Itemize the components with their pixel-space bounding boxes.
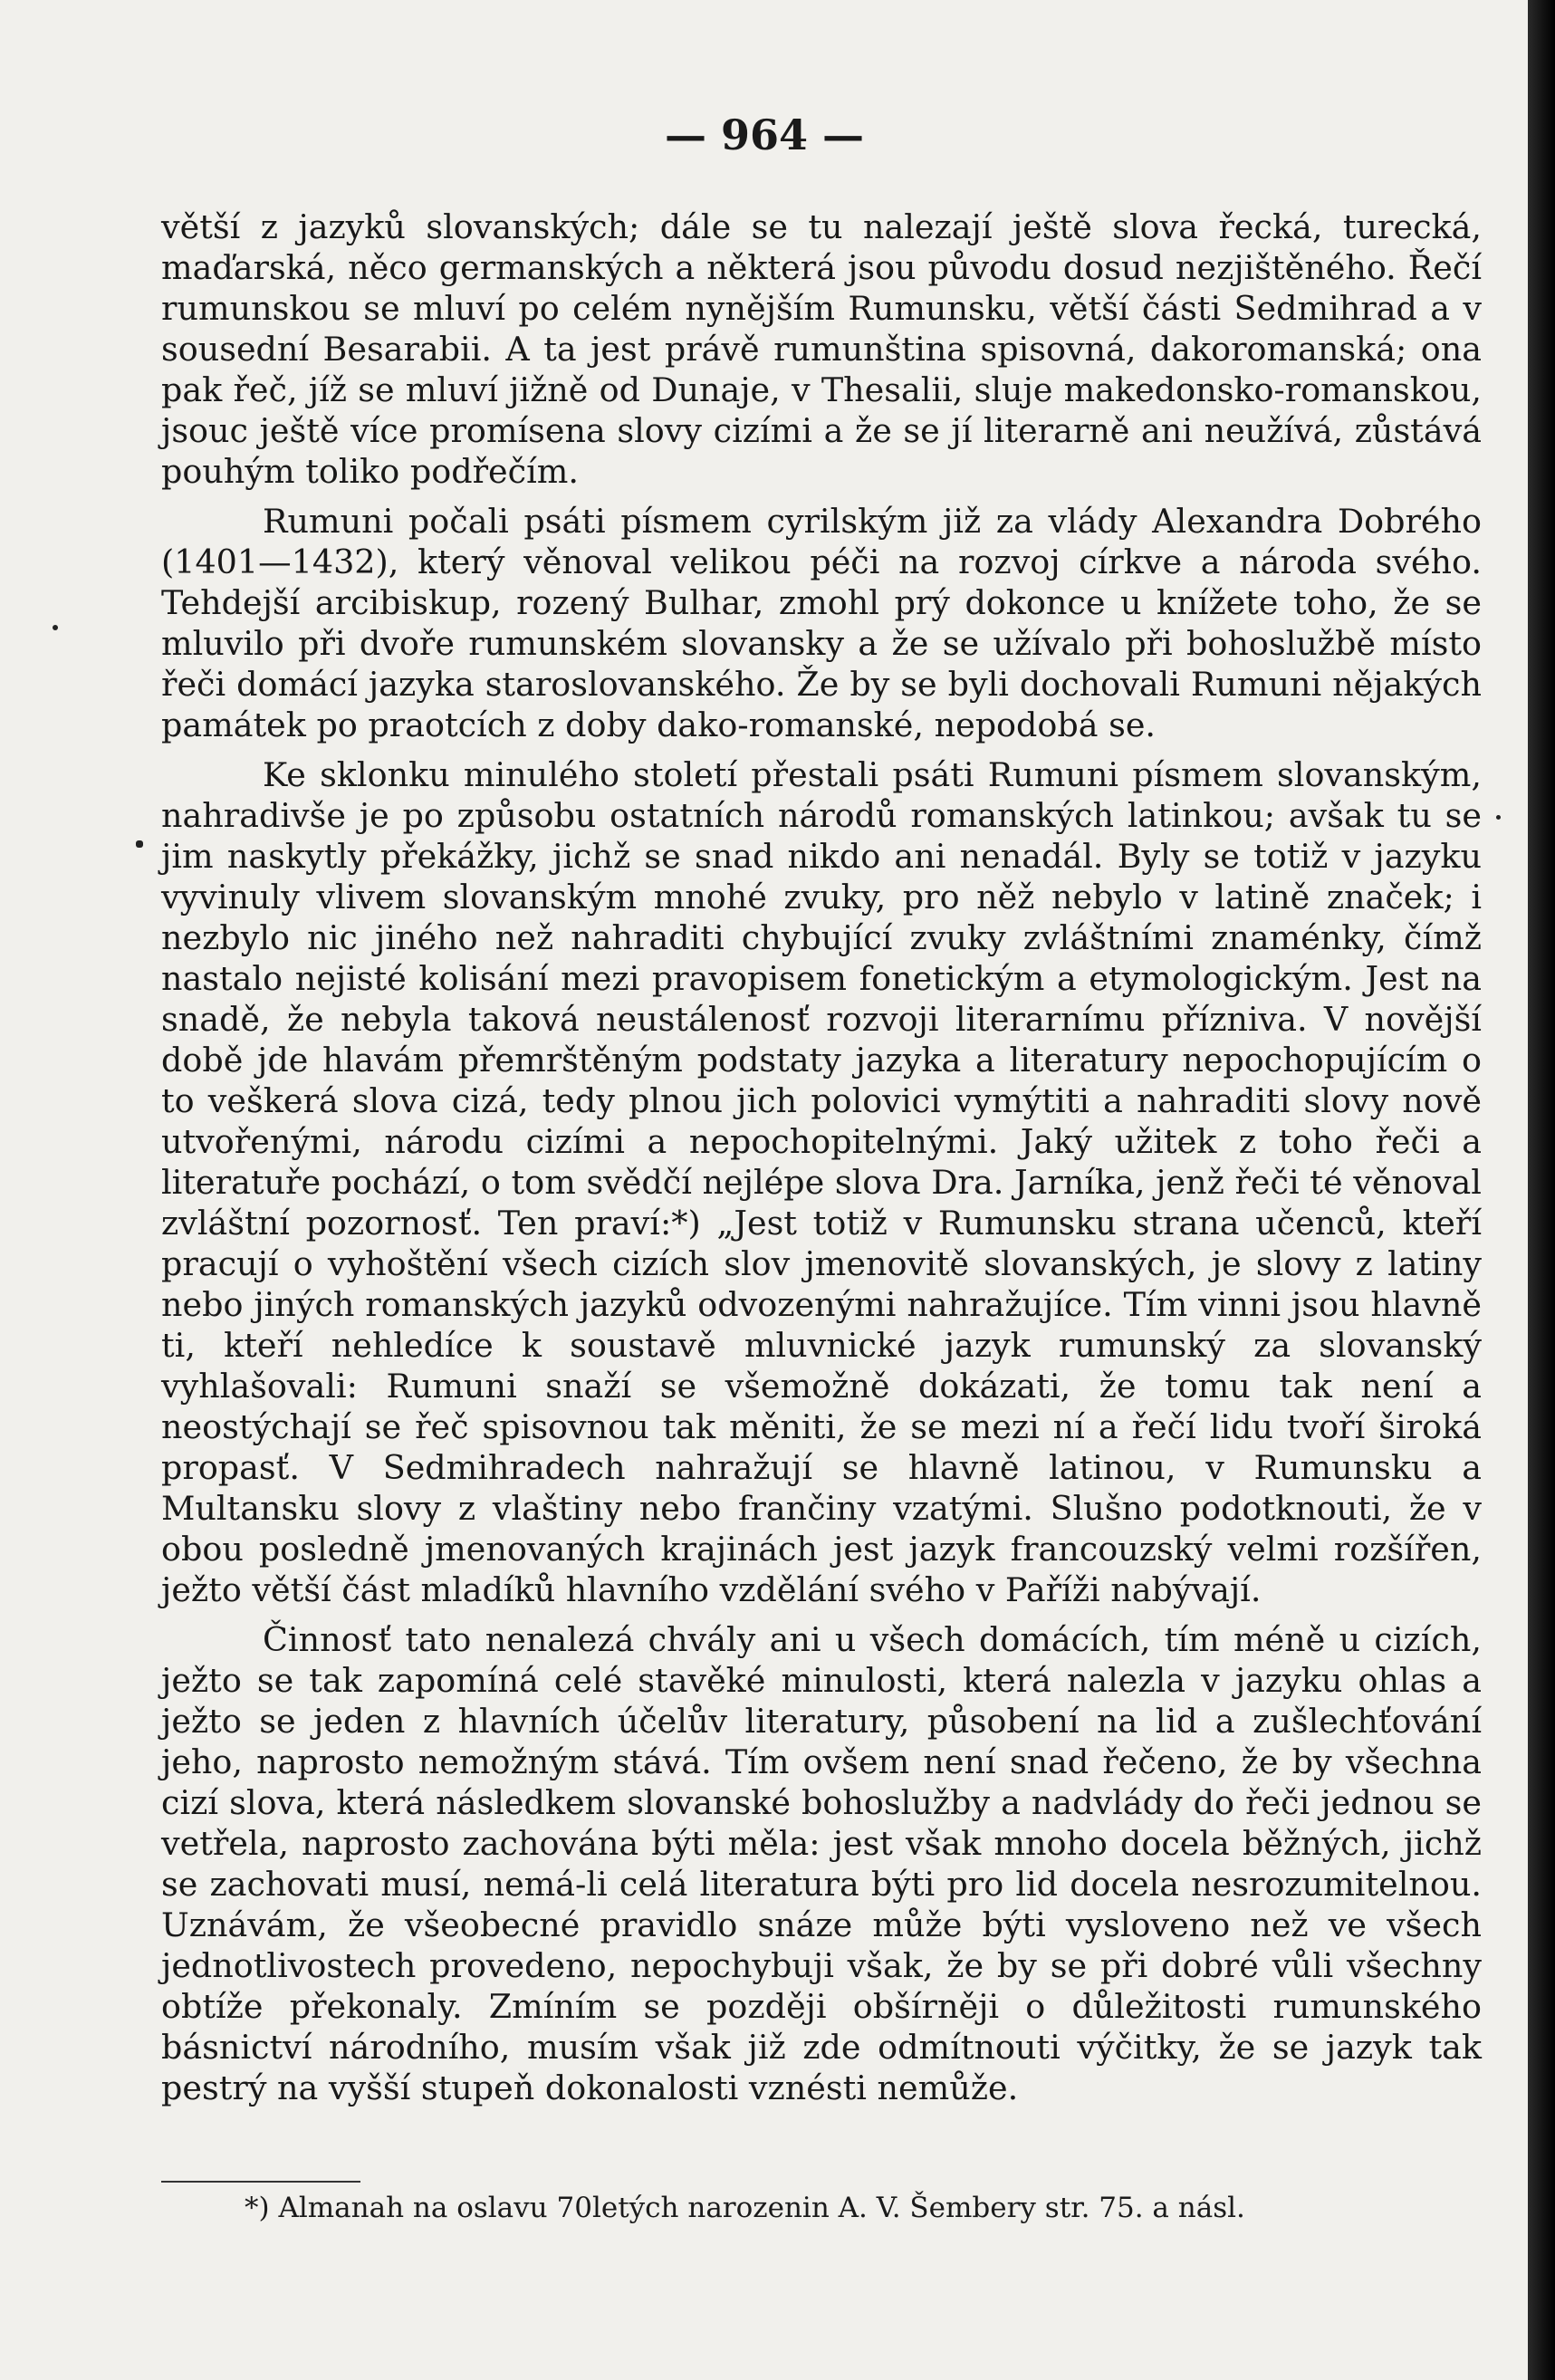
page-number: — 964 — (664, 110, 865, 159)
paragraph-1: větší z jazyků slovanských; dále se tu nalezají ještě slova řecká, turecká, maďarská, něco germanských a některá jsou původu dosud nezjištěného. Řečí rumunskou se mluví po celém nynějším Rumunsku, větší části Sedmihrad a v sousední Besarabii. A ta jest právě rumunština spisovná, dakoromanská; ona pak řeč, jíž se mluví jižně od Dunaje, v Thesalii, sluje makedonsko-romanskou, jsouc ještě více promísena slovy cizími a že se jí literarně ani neužívá, zůstává pouhým toliko podřečím. (161, 207, 1482, 491)
paragraph-4: Činnosť tato nenalezá chvály ani u všech domácích, tím méně u cizích, ježto se tak zapomíná celé stavěké minulosti, která nalezla v jazyku ohlas a ježto se jeden z hlavních účelův literatury, působení na lid a zušlechťování jeho, naprosto nemožným stává. Tím ovšem není snad řečeno, že by všechna cizí slova, která následkem slovanské bohoslužby a nadvlády do řeči jednou se vetřela, naprosto zachována býti měla: jest však mnoho docela běžných, jichž se zachovati musí, nemá-li celá literatura býti pro lid docela nesrozumitelnou. Uznávám, že všeobecné pravidlo snáze může býti vysloveno než ve všech jednotlivostech provedeno, nepochybuji však, že by se při dobré vůli všechny obtíže překonaly. Zmíním se později obšírněji o důležitosti rumunského básnictví národního, musím však již zde odmítnouti výčitky, že se jazyk tak pestrý na vyšší stupeň dokonalosti vznésti nemůže. (161, 1620, 1482, 2107)
scan-speck (1496, 815, 1501, 820)
paragraph-2: Rumuni počali psáti písmem cyrilským již za vlády Alexandra Dobrého (1401—1432), který věnoval velikou péči na rozvoj církve a národa svého. Tehdejší arcibiskup, rozený Bulhar, zmohl prý dokonce u knížete toho, že se mluvilo při dvoře rumunském slovansky a že se užívalo při bohoslužbě místo řeči domácí jazyka staroslovanského. Že by se byli dochovali Rumuni nějakých památek po praotcích z doby dako-romanské, nepodobá se. (161, 502, 1482, 744)
scan-speck (136, 840, 143, 848)
footnote-divider (161, 2181, 360, 2183)
main-text (161, 206, 1482, 2108)
scan-speck (53, 625, 58, 630)
paragraph-3: Ke sklonku minulého století přestali psáti Rumuni písmem slovanským, nahradivše je po způsobu ostatních národů romanských latinkou; avšak tu se jim naskytly překážky, jichž se snad nikdo ani nenadál. Byly se totiž v jazyku vyvinuly vlivem slovanským mnohé zvuky, pro něž nebylo v latině značek; i nezbylo nic jiného než nahraditi chybující zvuky zvláštními znaménky, čímž nastalo nejisté kolisání mezi pravopisem fonetickým a etymologickým. Jest na snadě, že nebyla taková neustálenosť rozvoji literarnímu příznivа. V novější době jde hlavám přemrštěným podstaty jazyka a literatury nepochopujícím o to veškerá slova cizá, tedy plnou jich polovici vymýtiti a nahraditi slovy nově utvořenými, národu cizími a nepochopitelnými. Jaký užitek z toho řeči a literatuře pochází, o tom svědčí nejlépe slova Dra. Jarníka, jenž řeči té věnoval zvláštní pozornosť. Ten praví:*) „Jest totiž v Rumunsku strana učenců, kteří pracují o vyhoštění všech cizích slov jmenovitě slovanských, je slovy z latiny nebo jiných romanských jazyků odvozenými nahražujíce. Tím vinni jsou hlavně ti, kteří nehledíce k soustavě mluvnické jazyk rumunský za slovanský vyhlašovali: Rumuni snaží se všemožně dokázati, že tomu tak není a neostýchají se řeč spisovnou tak měniti, že se mezi ní a řečí lidu tvoří široká propasť. V Sedmihradech nahražují se hlavně latinou, v Rumunsku a Multansku slovy z vlaštiny nebo frančiny vzatými. Slušno podotknouti, že v obou posledně jmenovaných krajinách jest jazyk francouzský velmi rozšířen, ježto větší část mladíků hlavního vzdělání svého v Paříži nabývají. (161, 755, 1482, 1609)
page-edge (1528, 0, 1555, 2380)
footnote: *) Almanah na oslavu 70letých narozenin A. V. Šembery str. 75. a násl. (245, 2192, 1245, 2224)
